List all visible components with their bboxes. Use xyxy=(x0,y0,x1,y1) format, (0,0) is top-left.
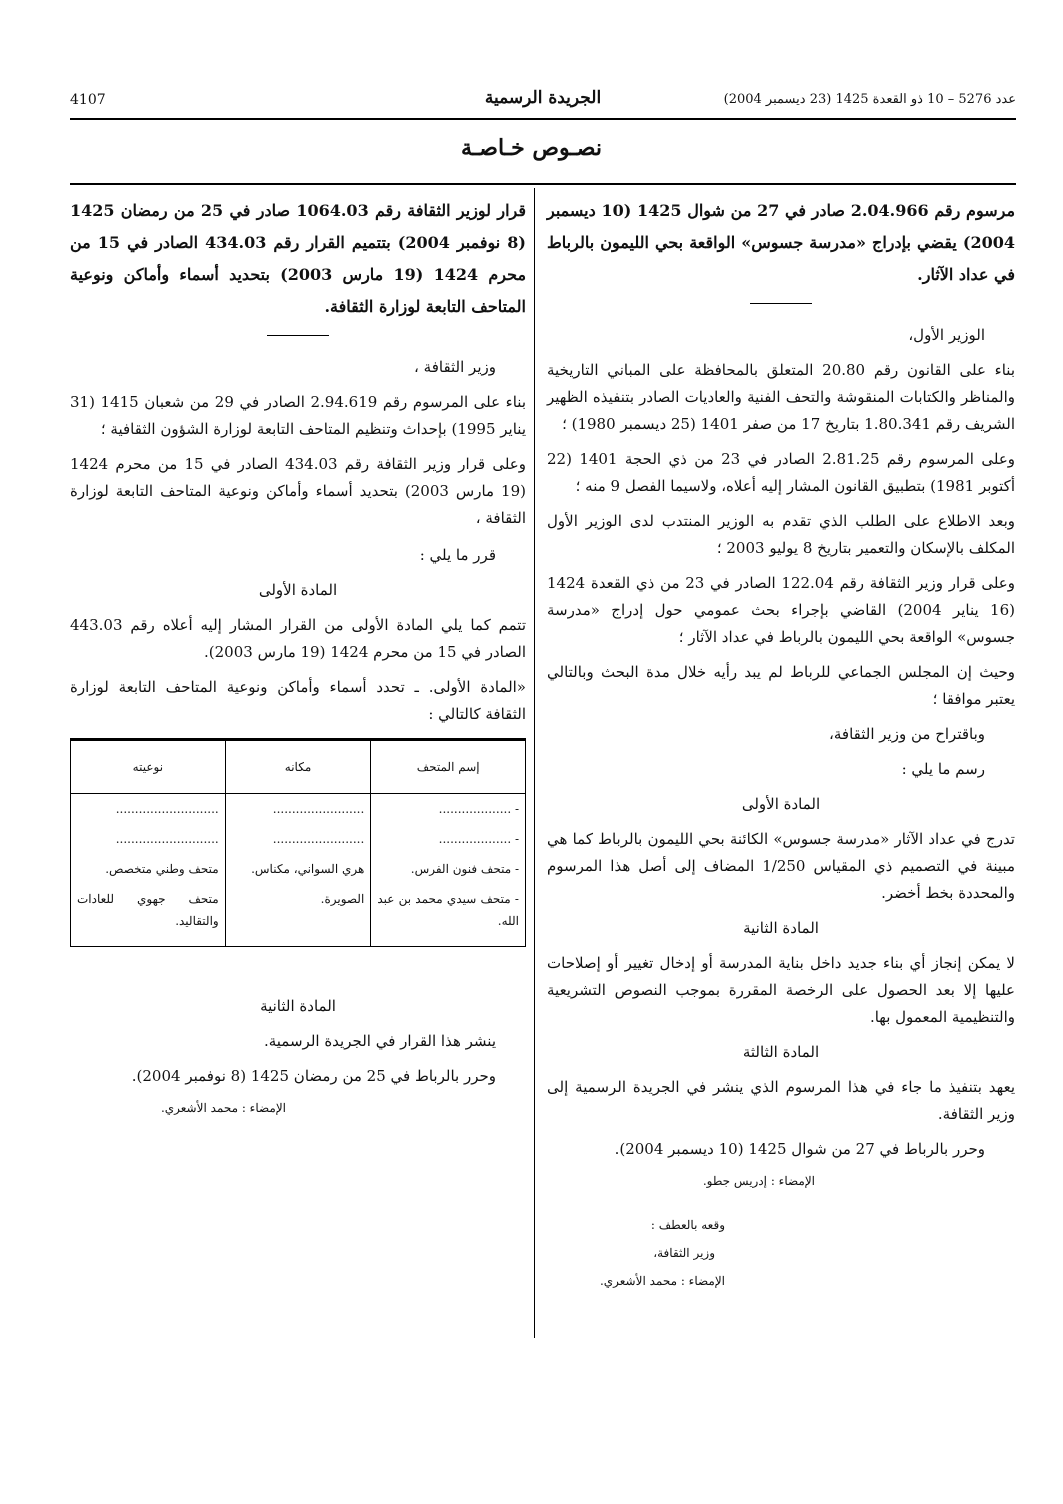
table-cell: - ................... xyxy=(371,824,526,854)
table-row xyxy=(71,854,526,884)
article-text: تتمم كما يلي المادة الأولى من القرار المشار إليه أعلاه رقم 443.03 الصادر في 15 من محرم 1424 (19 مارس 2003). xyxy=(70,616,526,661)
table-cell: الصويرة. xyxy=(225,884,371,947)
table-cell: متحف جهوي للعادات والتقاليد. xyxy=(71,884,226,947)
minister-title: وزير الثقافة، xyxy=(653,1246,715,1260)
decree-author: الوزير الأول، xyxy=(908,326,985,344)
column-header-type: نوعيته xyxy=(71,740,226,794)
column-header-location: مكانه xyxy=(225,740,371,794)
column-separator xyxy=(534,188,535,1338)
article-heading: المادة الأولى xyxy=(258,581,338,599)
table-cell: هري السواني، مكناس. xyxy=(225,854,371,884)
article-text: تدرج في عداد الآثار «مدرسة جسوس» الكائنة بحي الليمون بالرباط كما هي مبينة في التصميم ذي المقياس 1/250 المضاف إلى أصل هذا المرسوم والمحددة بخط أخضر. xyxy=(547,830,1015,902)
title-rule xyxy=(267,335,329,336)
decree-paragraph: وحيث إن المجلس الجماعي للرباط لم يبد رأيه خلال مدة البحث وبالتالي يعتبر موافقا ؛ xyxy=(547,663,1015,708)
decree-column xyxy=(547,195,1015,1299)
decree-title: مرسوم رقم 2.04.966 صادر في 27 من شوال 1425 (10 ديسمبر 2004) يقضي بإدراج «مدرسة جسوس» الواقعة بحي الليمون بالرباط في عداد الآثار. xyxy=(547,201,1016,284)
signature: الإمضاء : محمد الأشعري. xyxy=(160,1101,286,1115)
decree-paragraph: وبعد الاطلاع على الطلب الذي تقدم به الوزير المنتدب لدى الوزير الأول المكلف بالإسكان والتعمير بتاريخ 8 يوليو 2003 ؛ xyxy=(547,512,1015,557)
decree-paragraph: وعلى قرار وزير الثقافة رقم 122.04 الصادر في 23 من ذي القعدة 1424 (16 يناير 2004) القاضي بإجراء بحث عمومي حول إدراج «مدرسة جسوس» الواقعة بحي الليمون بالرباط في عداد الآثار ؛ xyxy=(547,574,1015,646)
order-column xyxy=(70,195,526,1126)
article-text: ينشر هذا القرار في الجريدة الرسمية. xyxy=(263,1032,496,1050)
article-heading: المادة الثانية xyxy=(260,997,336,1015)
decree-paragraph: وعلى المرسوم رقم 2.81.25 الصادر في 23 من ذي الحجة 1401 (22 أكتوبر 1981) بتطبيق القانون المشار إليه أعلاه، ولاسيما الفصل 9 منه ؛ xyxy=(547,450,1016,495)
page-number: 4107 xyxy=(70,92,106,108)
order-author: وزير الثقافة ، xyxy=(414,358,496,376)
column-header-museum-name: إسم المتحف xyxy=(371,740,526,794)
table-cell: متحف وطني متخصص. xyxy=(71,854,226,884)
table-row xyxy=(71,884,526,947)
table-row xyxy=(71,794,526,825)
table-cell: ........................... xyxy=(71,794,226,825)
table-cell: ........................ xyxy=(225,824,371,854)
done-at: وحرر بالرباط في 25 من رمضان 1425 (8 نوفمبر 2004). xyxy=(131,1067,496,1085)
decree-paragraph: وباقتراح من وزير الثقافة، xyxy=(829,725,985,743)
table-header-row xyxy=(71,740,526,794)
order-paragraph: بناء على المرسوم رقم 2.94.619 الصادر في 29 من شعبان 1415 (31 يناير 1995) بإحداث وتنظيم المتاحف التابعة لوزارة الشؤون الثقافية ؛ xyxy=(70,393,526,438)
museums-table xyxy=(70,738,526,947)
signature: الإمضاء : إدريس جطو. xyxy=(702,1174,815,1188)
table-cell: ........................ xyxy=(225,794,371,825)
done-at: وحرر بالرباط في 27 من شوال 1425 (10 ديسمبر 2004). xyxy=(614,1140,985,1158)
header-rule xyxy=(70,118,1016,120)
order-title: قرار لوزير الثقافة رقم 1064.03 صادر في 25 من رمضان 1425 (8 نوفمبر 2004) بتتميم القرار رقم 434.03 الصادر في 15 من محرم 1424 (19 مارس 2003) بتحديد أسماء وأماكن ونوعية المتاحف التابعة لوزارة الثقافة. xyxy=(70,201,527,316)
decree-formula: رسم ما يلي : xyxy=(901,760,985,778)
article-quote: «المادة الأولى. ـ تحدد أسماء وأماكن ونوعية المتاحف التابعة لوزارة الثقافة كالتالي : xyxy=(70,678,526,723)
article-text: لا يمكن إنجاز أي بناء جديد داخل بناية المدرسة أو إدخال تغيير أو إصلاحات عليها إلا بعد الحصول على الرخصة المقررة بموجب النصوص التشريعية والتنظيمية المعمول بها. xyxy=(547,954,1015,1026)
order-paragraph: وعلى قرار وزير الثقافة رقم 434.03 الصادر في 15 من محرم 1424 (19 مارس 2003) بتحديد أسماء وأماكن ونوعية المتاحف التابعة لوزارة الثقافة ، xyxy=(70,455,526,527)
article-heading: المادة الثانية xyxy=(743,919,819,937)
section-title: نصـوص خـاصـة xyxy=(461,135,602,161)
table-cell: - متحف فنون الفرس. xyxy=(371,854,526,884)
article-heading: المادة الأولى xyxy=(741,795,821,813)
table-row xyxy=(71,824,526,854)
page-header xyxy=(70,88,1016,114)
journal-title: الجريدة الرسمية xyxy=(484,88,602,108)
table-cell: ........................... xyxy=(71,824,226,854)
order-formula: قرر ما يلي : xyxy=(419,546,496,564)
article-heading: المادة الثالثة xyxy=(742,1043,820,1061)
decree-paragraph: بناء على القانون رقم 20.80 المتعلق بالمحافظة على المباني التاريخية والمناظر والكتابات المنقوشة والتحف الفنية والعاديات الصادر بتنفيذه الظهير الشريف رقم 1.80.341 بتاريخ 17 من صفر 1401 (25 ديسمبر 1980) ؛ xyxy=(547,361,1015,433)
top-rule xyxy=(70,183,1016,185)
article-text: يعهد بتنفيذ ما جاء في هذا المرسوم الذي ينشر في الجريدة الرسمية إلى وزير الثقافة. xyxy=(547,1078,1015,1123)
table-cell: - ................... xyxy=(371,794,526,825)
issue-info: عدد 5276 – 10 ذو القعدة 1425 (23 ديسمبر 2004) xyxy=(723,92,1016,107)
title-rule xyxy=(750,303,812,304)
signature: الإمضاء : محمد الأشعري. xyxy=(599,1274,725,1288)
countersign-label: وقعه بالعطف : xyxy=(650,1218,725,1232)
table-cell: - متحف سيدي محمد بن عبد الله. xyxy=(371,884,526,947)
